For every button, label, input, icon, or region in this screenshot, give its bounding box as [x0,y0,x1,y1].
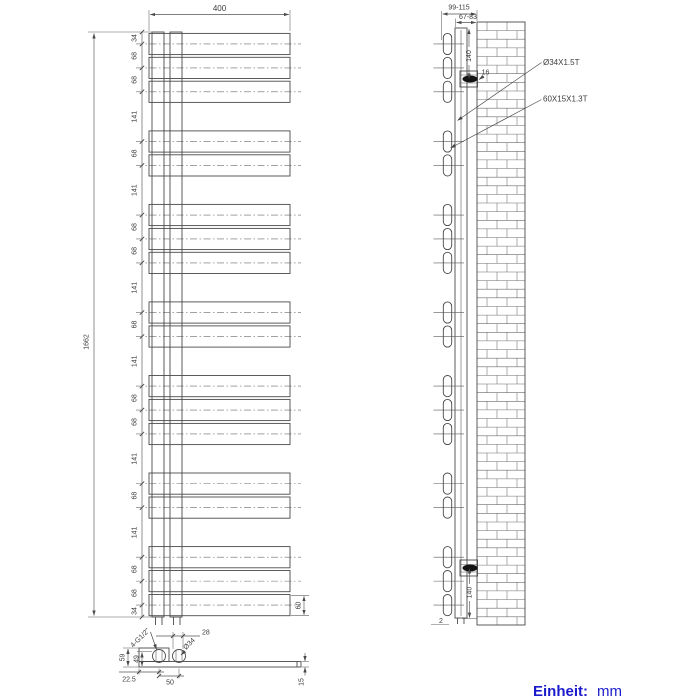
bottom-view [119,627,309,686]
diameter-callout [181,637,197,655]
collector-tubes-front [152,32,182,625]
dim-15 [299,653,310,686]
collector-spec-callout [458,58,580,121]
chain-dim-label: 68 [131,52,139,60]
dim-bracket-size [479,70,489,80]
dim-bar-height-60 [291,595,309,615]
plate-thickness-label: 15 [298,678,306,686]
chain-dim-label: 141 [131,526,139,539]
chain-dim-label: 68 [131,418,139,426]
unit-note [533,683,622,700]
connections-label: 4-G1/2" [129,627,152,650]
bracket-bottom-label: 140 [466,586,474,599]
pitch-label: 50 [166,679,174,687]
width-dim-label: 400 [212,4,227,13]
bottom-plate [139,662,301,668]
bracket-top-label: 140 [466,50,473,62]
collector-spec-label: Ø34X1.5T [543,58,580,67]
chain-dim-label: 141 [131,452,139,465]
connection-callout [130,627,157,649]
unit-word: Einheit: [533,683,588,700]
chain-dim-label: 141 [131,184,139,197]
chain-dim-label: 68 [131,320,139,329]
depth-wall-label: 67-83 [459,14,477,21]
dim-50 [157,669,184,687]
chain-dim-label: 68 [131,149,139,158]
anchor-bolt-bottom [463,565,478,572]
chain-dim-label: 68 [131,565,139,574]
anchor-bolt-top [463,76,478,83]
bar-spec-label: 60X15X1.3T [543,94,588,104]
chain-dim-label: 34 [131,607,139,615]
diameter-label: Ø34 [182,637,197,652]
tube-dim-label: 28 [202,629,210,637]
height-outer-label: 59 [119,653,127,662]
bracket-size-label: 16 [481,69,490,77]
collector-tube-left [152,32,164,617]
dim-49 [134,652,153,667]
chain-dim-label: 68 [131,589,139,597]
chain-dim-label: 68 [131,247,139,255]
chain-dim-label: 68 [131,491,139,500]
bottom-gap-label: 2 [439,618,443,625]
side-view [431,5,588,626]
port-left [153,650,166,663]
port-right [173,650,186,663]
dim-22-5 [119,669,164,684]
unit-value: mm [597,683,622,700]
height-dim-label: 1662 [83,334,91,350]
dim-bottom-gap [431,618,449,625]
chain-dim-label: 141 [131,281,139,294]
chain-dim-label: 141 [131,110,139,123]
chain-dim-label: 34 [131,34,139,42]
front-view [84,4,310,625]
bar-end-profiles [434,33,465,615]
chain-dim-label: 68 [131,394,139,402]
wall-bracket-bottom [460,560,478,576]
radiator-bars [136,33,301,615]
chain-dim-label: 141 [131,355,139,368]
height-inner-label: 49 [133,655,141,663]
bar-height-label: 60 [295,601,303,610]
chain-dim-label: 68 [131,76,139,84]
collector-tube-right [170,32,182,617]
edge-offset-label: 22.5 [122,676,136,684]
dim-depth-wall [455,14,477,27]
bar-spec-callout [451,95,588,149]
dim-width-400 [149,4,290,31]
chain-dim-label: 68 [131,223,139,231]
depth-total-label: 99-115 [448,4,470,12]
